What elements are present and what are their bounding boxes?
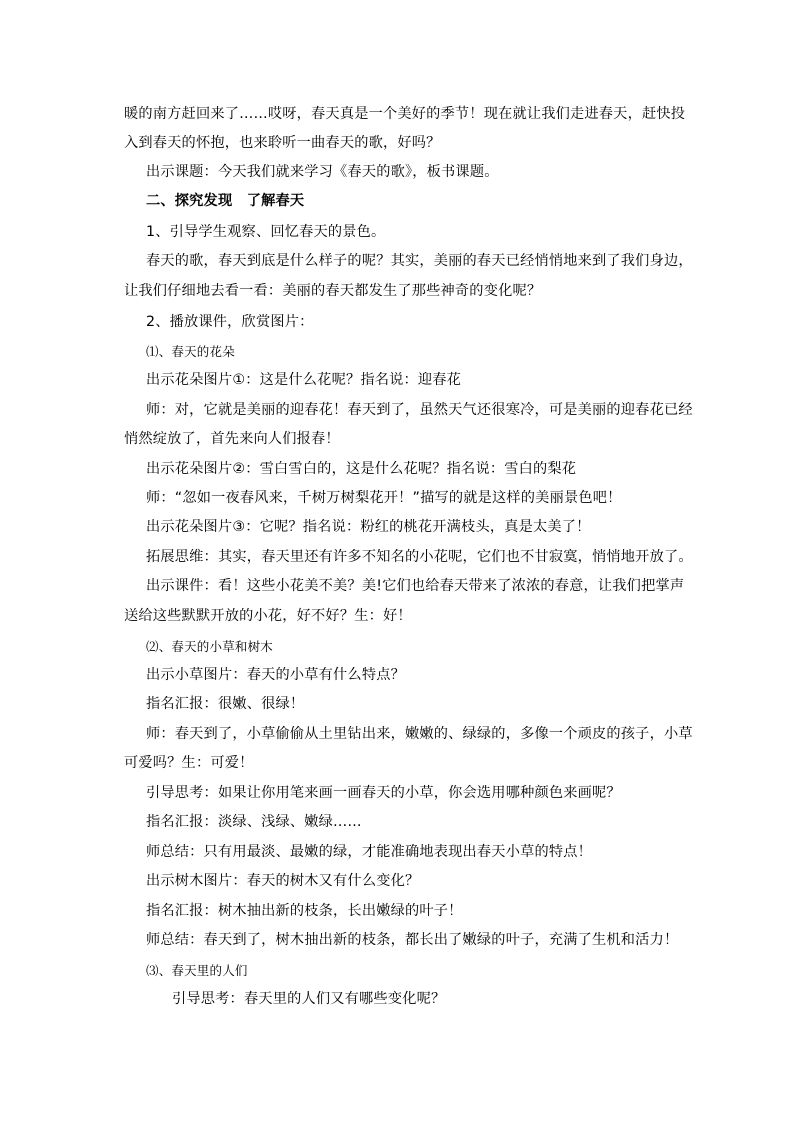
text-line: 暖的南方赶回来了……哎呀，春天真是一个美好的季节！现在就让我们走进春天，赶快投 bbox=[124, 106, 686, 122]
text-line: 师总结：只有用最淡、最嫩的绿，才能准确地表现出春天小草的特点！ bbox=[146, 844, 593, 860]
text-line: 出示课件：看！这些小花美不美？美!它们也给春天带来了浓浓的春意，让我们把掌声 bbox=[146, 578, 685, 594]
text-line: 出示花朵图片③：它呢？指名说：粉红的桃花开满枝头，真是太美了！ bbox=[146, 519, 591, 535]
text-line: 指名汇报：淡绿、浅绿、嫩绿…… bbox=[146, 814, 362, 830]
text-line: 出示小草图片：春天的小草有什么特点？ bbox=[146, 667, 405, 683]
text-line: 春天的歌，春天到底是什么样子的呢？其实，美丽的春天已经悄悄地来到了我们身边， bbox=[146, 253, 693, 269]
subsection-heading: ⑵、春天的小草和树木 bbox=[146, 639, 274, 654]
text-line: 师：对，它就是美丽的迎春花！春天到了，虽然天气还很寒冷，可是美丽的迎春花已经 bbox=[146, 402, 693, 418]
text-line: 出示课题：今天我们就来学习《春天的歌》，板书课题。 bbox=[146, 164, 499, 180]
text-line: 师：春天到了，小草偷偷从土里钻出来，嫩嫩的、绿绿的，多像一个顽皮的孩子，小草 bbox=[146, 726, 693, 742]
subsection-heading: ⑴、春天的花朵 bbox=[146, 344, 235, 359]
text-line: 师：“忽如一夜春风来，千树万树梨花开！”描写的就是这样的美丽景色吧！ bbox=[146, 490, 622, 506]
text-line: 引导思考：如果让你用笔来画一画春天的小草，你会选用哪种颜色来画呢？ bbox=[146, 785, 621, 801]
text-line: 1、引导学生观察、回忆春天的景色。 bbox=[146, 224, 386, 240]
text-line: 可爱吗？生：可爱！ bbox=[124, 755, 254, 771]
text-line: 拓展思维：其实，春天里还有许多不知名的小花呢，它们也不甘寂寞，悄悄地开放了。 bbox=[146, 549, 693, 565]
text-line: 引导思考：春天里的人们又有哪些变化呢？ bbox=[172, 991, 446, 1007]
text-line: 入到春天的怀抱，也来聆听一曲春天的歌，好吗？ bbox=[124, 135, 441, 151]
subsection-heading: ⑶、春天里的人们 bbox=[146, 963, 248, 978]
text-line: 2、播放课件，欣赏图片： bbox=[146, 314, 314, 330]
text-line: 出示花朵图片①：这是什么花呢？指名说：迎春花 bbox=[146, 372, 462, 388]
text-line: 让我们仔细地去看一看：美丽的春天都发生了那些神奇的变化呢？ bbox=[124, 283, 542, 299]
text-line: 师总结：春天到了，树木抽出新的枝条，都长出了嫩绿的叶子，充满了生机和活力！ bbox=[146, 932, 679, 948]
section-heading: 二、探究发现 了解春天 bbox=[146, 193, 305, 209]
text-line: 指名汇报：树木抽出新的枝条，长出嫩绿的叶子！ bbox=[146, 903, 463, 919]
text-line: 送给这些默默开放的小花，好不好？生：好！ bbox=[124, 608, 412, 624]
text-line: 出示花朵图片②：雪白雪白的，这是什么花呢？指名说：雪白的梨花 bbox=[146, 461, 577, 477]
text-line: 指名汇报：很嫩、很绿！ bbox=[146, 696, 305, 712]
text-line: 悄然绽放了，首先来向人们报春！ bbox=[124, 431, 340, 447]
text-line: 出示树木图片：春天的树木又有什么变化？ bbox=[146, 873, 420, 889]
